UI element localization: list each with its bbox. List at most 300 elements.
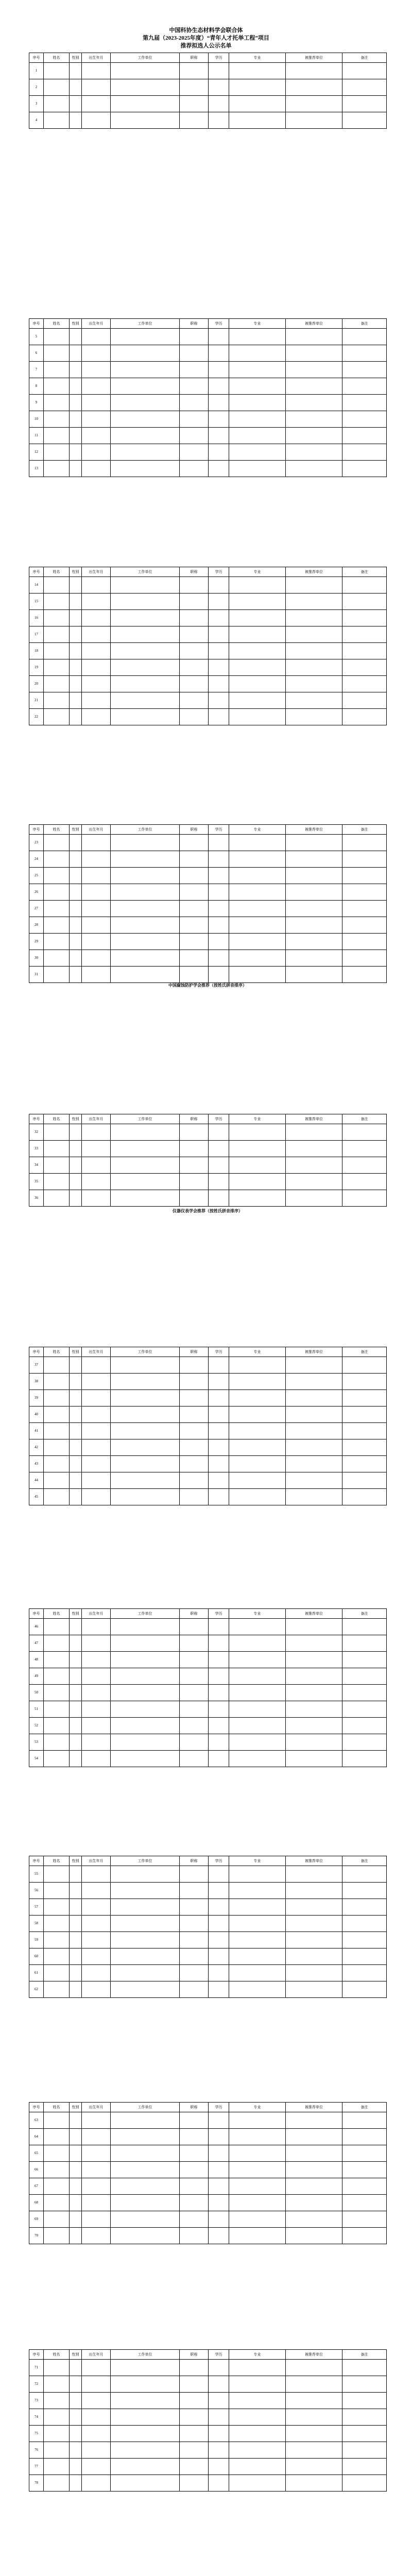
list-table (29, 1856, 387, 1998)
table-cell: 63 (29, 2112, 44, 2129)
table-cell (342, 950, 387, 967)
table-cell (44, 1965, 70, 1981)
table-cell (111, 2376, 180, 2393)
table-cell (342, 2195, 387, 2211)
table-cell (342, 1965, 387, 1981)
table-cell (180, 428, 209, 444)
table-cell (180, 2376, 209, 2393)
list-table (29, 1347, 387, 1505)
table-cell (44, 709, 70, 725)
table-cell (209, 1141, 229, 1157)
table-cell (111, 1619, 180, 1635)
column-header: 学历 (209, 1114, 229, 1124)
table-cell (82, 2459, 111, 2475)
table-cell (229, 2426, 286, 2442)
table-cell (82, 2475, 111, 2492)
table-cell: 32 (29, 1124, 44, 1141)
table-row (29, 1866, 387, 1883)
table-cell (286, 692, 342, 709)
table-cell (44, 1423, 70, 1439)
table-cell (342, 2475, 387, 2492)
table-cell: 8 (29, 378, 44, 395)
table-cell (180, 1916, 209, 1932)
table-cell (44, 444, 70, 461)
table-cell (209, 851, 229, 868)
list-table (29, 53, 387, 129)
table-cell: 33 (29, 1141, 44, 1157)
table-cell (286, 1456, 342, 1472)
column-header: 性别 (70, 2103, 82, 2112)
table-cell (342, 1701, 387, 1718)
column-header: 被推荐单位 (286, 1856, 342, 1866)
table-row (29, 1635, 387, 1652)
table-cell (286, 1472, 342, 1489)
table-cell (82, 96, 111, 112)
table-cell (229, 1981, 286, 1998)
table-cell (44, 329, 70, 345)
table-cell (70, 1456, 82, 1472)
column-header: 姓名 (44, 2350, 70, 2360)
table-cell: 17 (29, 626, 44, 643)
table-cell (229, 1124, 286, 1141)
header-row (29, 319, 387, 329)
table-row (29, 1472, 387, 1489)
table-cell (180, 884, 209, 901)
table-cell (229, 577, 286, 594)
table-cell (286, 643, 342, 659)
table-cell: 21 (29, 692, 44, 709)
table-cell (82, 868, 111, 884)
table-cell (229, 884, 286, 901)
table-cell (82, 1406, 111, 1423)
table-cell (82, 2393, 111, 2409)
table-cell (180, 96, 209, 112)
table-cell (70, 411, 82, 428)
table-cell (44, 2426, 70, 2442)
table-cell (229, 1685, 286, 1701)
table-cell (286, 1685, 342, 1701)
column-header: 专业 (229, 825, 286, 835)
table-cell (342, 378, 387, 395)
table-cell (111, 868, 180, 884)
table-cell (111, 96, 180, 112)
table-cell (286, 411, 342, 428)
table-cell (229, 1751, 286, 1767)
table-row (29, 1734, 387, 1751)
table-cell (229, 2211, 286, 2228)
table-cell (229, 967, 286, 983)
table-row (29, 411, 387, 428)
table-cell (229, 1157, 286, 1174)
table-cell (342, 2112, 387, 2129)
table-cell (70, 1190, 82, 1207)
table-cell (229, 1423, 286, 1439)
table-cell (111, 1190, 180, 1207)
table-cell (342, 2409, 387, 2426)
table-cell (209, 2409, 229, 2426)
table-cell: 54 (29, 1751, 44, 1767)
table-cell (82, 1439, 111, 1456)
table-cell (70, 1899, 82, 1916)
table-cell (209, 2426, 229, 2442)
table-cell (82, 2426, 111, 2442)
column-header: 出生年月 (82, 1856, 111, 1866)
table-cell (70, 1174, 82, 1190)
table-cell (44, 2442, 70, 2459)
table-cell (286, 1157, 342, 1174)
table-cell (286, 1866, 342, 1883)
table-cell (209, 329, 229, 345)
table-cell (70, 2162, 82, 2178)
column-header: 性别 (70, 1856, 82, 1866)
column-header: 序号 (29, 53, 44, 63)
table-cell (209, 112, 229, 129)
table-row (29, 643, 387, 659)
table-cell (342, 2129, 387, 2145)
column-header: 备注 (342, 2350, 387, 2360)
table-cell (229, 329, 286, 345)
table-cell (286, 917, 342, 934)
table-cell (44, 2178, 70, 2195)
table-cell (286, 1357, 342, 1374)
table-cell (70, 2442, 82, 2459)
table-cell (111, 1668, 180, 1685)
table-cell (82, 1124, 111, 1141)
table-cell (111, 1374, 180, 1390)
table-cell (286, 835, 342, 851)
table-cell (111, 1635, 180, 1652)
table-cell (82, 676, 111, 692)
table-cell (286, 2475, 342, 2492)
table-cell (111, 1357, 180, 1374)
table-cell (286, 950, 342, 967)
table-cell (180, 1965, 209, 1981)
table-cell (111, 851, 180, 868)
table-cell (111, 1916, 180, 1932)
table-cell: 48 (29, 1652, 44, 1668)
table-row (29, 329, 387, 345)
table-row (29, 594, 387, 610)
table-cell (111, 917, 180, 934)
table-cell (286, 2426, 342, 2442)
table-cell (111, 626, 180, 643)
table-cell (209, 950, 229, 967)
table-cell (70, 362, 82, 378)
table-cell (286, 1489, 342, 1505)
column-header: 备注 (342, 1856, 387, 1866)
table-cell (70, 884, 82, 901)
table-cell (70, 63, 82, 79)
table-cell (229, 643, 286, 659)
table-cell (180, 2162, 209, 2178)
table-cell: 78 (29, 2475, 44, 2492)
table-cell (342, 329, 387, 345)
table-cell (286, 884, 342, 901)
table-row (29, 626, 387, 643)
table-cell (286, 1390, 342, 1406)
table-cell (82, 428, 111, 444)
table-cell (342, 1685, 387, 1701)
table-cell (229, 96, 286, 112)
table-cell (82, 1718, 111, 1734)
table-cell (342, 967, 387, 983)
table-cell (229, 1718, 286, 1734)
table-cell: 61 (29, 1965, 44, 1981)
table-cell (82, 461, 111, 477)
table-cell (111, 2211, 180, 2228)
table-cell (209, 2228, 229, 2244)
table-row (29, 2129, 387, 2145)
table-cell (82, 1701, 111, 1718)
column-header: 姓名 (44, 53, 70, 63)
table-cell (70, 1357, 82, 1374)
table-row (29, 934, 387, 950)
column-header: 被推荐单位 (286, 319, 342, 329)
column-header: 专业 (229, 567, 286, 577)
column-header: 工作单位 (111, 2103, 180, 2112)
table-cell (111, 2178, 180, 2195)
table-row (29, 2459, 387, 2475)
table-cell (111, 950, 180, 967)
table-cell (44, 1652, 70, 1668)
column-header: 姓名 (44, 1347, 70, 1357)
table-cell (70, 851, 82, 868)
table-cell (180, 2178, 209, 2195)
table-cell (209, 1190, 229, 1207)
table-cell (209, 884, 229, 901)
table-cell (342, 1635, 387, 1652)
table-cell (82, 2442, 111, 2459)
table-cell: 72 (29, 2376, 44, 2393)
table-cell (180, 676, 209, 692)
table-cell (286, 63, 342, 79)
column-header: 姓名 (44, 825, 70, 835)
table-cell (111, 2195, 180, 2211)
table-cell (70, 2459, 82, 2475)
table-cell: 45 (29, 1489, 44, 1505)
table-cell (286, 1981, 342, 1998)
column-header: 被推荐单位 (286, 2350, 342, 2360)
column-header: 学历 (209, 825, 229, 835)
table-row (29, 1652, 387, 1668)
table-cell (70, 1390, 82, 1406)
column-header: 职称 (180, 1347, 209, 1357)
table-cell (209, 1965, 229, 1981)
table-cell: 58 (29, 1916, 44, 1932)
table-cell (180, 461, 209, 477)
table-cell (209, 901, 229, 917)
table-cell (342, 2459, 387, 2475)
table-cell (209, 1981, 229, 1998)
table-cell (286, 1190, 342, 1207)
table-cell (70, 967, 82, 983)
table-cell (286, 659, 342, 676)
column-header: 被推荐单位 (286, 1609, 342, 1619)
table-cell (286, 967, 342, 983)
table-cell (70, 112, 82, 129)
table-cell (180, 2145, 209, 2162)
table-cell (180, 1981, 209, 1998)
table-cell (180, 1472, 209, 1489)
table-cell: 37 (29, 1357, 44, 1374)
table-cell (82, 2376, 111, 2393)
table-cell (111, 2112, 180, 2129)
table-cell: 73 (29, 2393, 44, 2409)
table-cell (286, 2442, 342, 2459)
table-cell (209, 96, 229, 112)
table-cell (209, 411, 229, 428)
table-cell (209, 2145, 229, 2162)
table-cell (44, 2112, 70, 2129)
table-cell (70, 1883, 82, 1899)
table-cell (342, 1357, 387, 1374)
table-cell (44, 1619, 70, 1635)
column-header: 职称 (180, 1609, 209, 1619)
table-cell (180, 901, 209, 917)
table-cell (229, 1965, 286, 1981)
table-cell (82, 2360, 111, 2376)
table-cell (111, 411, 180, 428)
table-cell (44, 868, 70, 884)
table-cell (70, 461, 82, 477)
table-row (29, 1157, 387, 1174)
table-cell (229, 1734, 286, 1751)
table-cell (180, 1374, 209, 1390)
table-cell: 69 (29, 2211, 44, 2228)
table-cell (82, 1916, 111, 1932)
column-header: 学历 (209, 1347, 229, 1357)
table-cell (209, 2129, 229, 2145)
table-cell (82, 709, 111, 725)
column-header: 职称 (180, 2350, 209, 2360)
table-cell (209, 1157, 229, 1174)
column-header: 出生年月 (82, 567, 111, 577)
table-cell (70, 1948, 82, 1965)
table-row (29, 112, 387, 129)
table-cell (229, 461, 286, 477)
table-cell (286, 1883, 342, 1899)
column-header: 学历 (209, 2350, 229, 2360)
table-cell (342, 112, 387, 129)
table-cell (229, 428, 286, 444)
table-cell (342, 1916, 387, 1932)
table-cell (44, 1916, 70, 1932)
table-cell (111, 1141, 180, 1157)
table-row (29, 1932, 387, 1948)
table-cell (342, 2442, 387, 2459)
table-cell (342, 1489, 387, 1505)
table-cell (286, 1751, 342, 1767)
table-cell (229, 2409, 286, 2426)
list-table (29, 1608, 387, 1767)
table-cell (82, 610, 111, 626)
table-cell (44, 1190, 70, 1207)
table-row (29, 676, 387, 692)
table-row (29, 2409, 387, 2426)
table-cell (70, 2475, 82, 2492)
table-cell (70, 2426, 82, 2442)
column-header: 性别 (70, 1114, 82, 1124)
table-cell (82, 1374, 111, 1390)
table-cell (286, 1174, 342, 1190)
table-cell (209, 2475, 229, 2492)
table-cell (82, 967, 111, 983)
column-header: 姓名 (44, 567, 70, 577)
table-cell: 11 (29, 428, 44, 444)
table-cell (286, 329, 342, 345)
table-row (29, 444, 387, 461)
table-cell (286, 626, 342, 643)
table-cell (70, 345, 82, 362)
table-row (29, 2442, 387, 2459)
table-cell (44, 1899, 70, 1916)
header-row (29, 2103, 387, 2112)
table-cell (111, 610, 180, 626)
table-cell (82, 2162, 111, 2178)
table-cell (82, 1734, 111, 1751)
table-cell (229, 1948, 286, 1965)
table-cell (180, 709, 209, 725)
table-cell (286, 96, 342, 112)
table-cell (286, 1916, 342, 1932)
table-cell (70, 868, 82, 884)
table-cell (70, 1751, 82, 1767)
table-cell (111, 395, 180, 411)
table-cell (111, 2228, 180, 2244)
table-cell (111, 1390, 180, 1406)
table-cell (229, 444, 286, 461)
column-header: 被推荐单位 (286, 825, 342, 835)
column-header: 专业 (229, 2103, 286, 2112)
column-header: 专业 (229, 1609, 286, 1619)
table-cell (111, 2162, 180, 2178)
table-cell: 43 (29, 1456, 44, 1472)
table-cell (82, 2195, 111, 2211)
table-cell (70, 2211, 82, 2228)
table-cell (229, 1916, 286, 1932)
table-cell (180, 411, 209, 428)
table-cell (286, 1652, 342, 1668)
header-row (29, 567, 387, 577)
table-cell (44, 1883, 70, 1899)
column-header: 序号 (29, 319, 44, 329)
table-cell (82, 2129, 111, 2145)
table-row (29, 1981, 387, 1998)
table-cell (111, 63, 180, 79)
table-cell (111, 643, 180, 659)
table-cell: 13 (29, 461, 44, 477)
column-header: 学历 (209, 1609, 229, 1619)
table-cell (111, 934, 180, 950)
table-cell: 49 (29, 1668, 44, 1685)
table-cell (209, 1899, 229, 1916)
table-cell (111, 1489, 180, 1505)
table-cell (342, 63, 387, 79)
table-cell (44, 112, 70, 129)
table-cell (229, 1374, 286, 1390)
table-cell (111, 1456, 180, 1472)
table-cell (342, 934, 387, 950)
table-cell (209, 1472, 229, 1489)
table-cell: 46 (29, 1619, 44, 1635)
column-header: 性别 (70, 567, 82, 577)
table-cell (111, 1899, 180, 1916)
table-cell (180, 1751, 209, 1767)
table-cell (342, 676, 387, 692)
table-cell (342, 411, 387, 428)
table-row (29, 1668, 387, 1685)
table-cell (180, 1866, 209, 1883)
